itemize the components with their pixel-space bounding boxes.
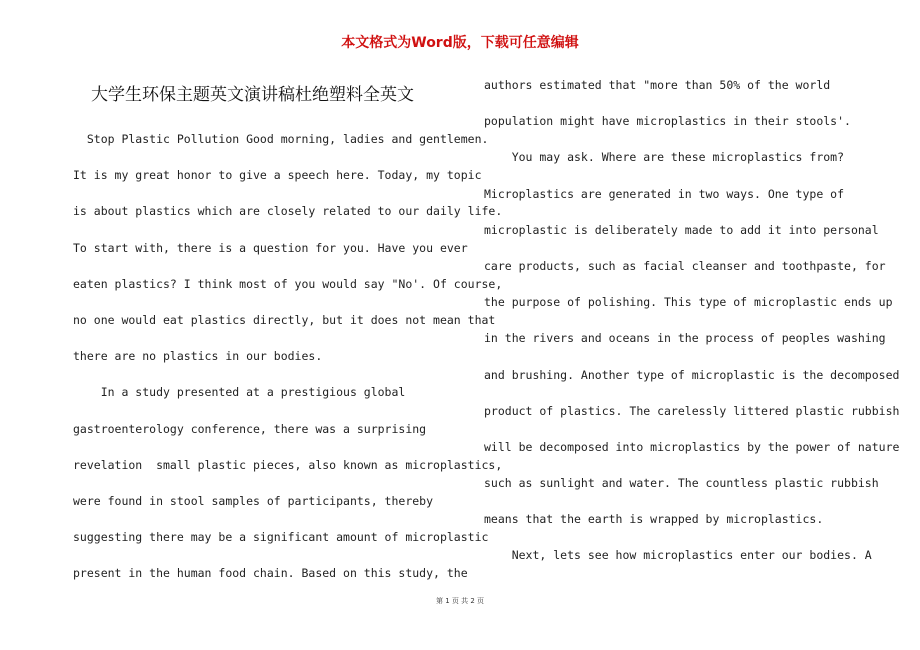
text-line: You may ask. Where are these microplastics from? — [484, 150, 845, 165]
text-line: in the rivers and oceans in the process of peoples washing — [484, 331, 886, 346]
text-line: suggesting there may be a significant amount of microplastic — [73, 530, 489, 545]
text-line: It is my great honor to give a speech here. Today, my topic — [73, 168, 482, 183]
text-line: Stop Plastic Pollution Good morning, ladies and gentlemen. — [73, 132, 489, 146]
word-format-banner: 本文格式为Word版，下载可任意编辑 — [341, 35, 579, 51]
text-line: To start with, there is a question for you. Have you ever — [73, 240, 468, 255]
text-line: the purpose of polishing. This type of microplastic ends up — [484, 295, 893, 310]
text-line: no one would eat plastics directly, but it does not mean that — [73, 312, 496, 327]
text-line: and brushing. Another type of microplastic is the decomposed — [484, 367, 900, 382]
text-line: there are no plastics in our bodies. — [73, 349, 323, 364]
left-text-column — [73, 121, 503, 591]
text-line: gastroenterology conference, there was a surprising — [73, 421, 427, 436]
document-title: 大学生环保主题英文演讲稿杜绝塑料全英文 — [91, 85, 414, 105]
text-line: Next, lets see how microplastics enter our bodies. A — [484, 548, 872, 563]
text-line: population might have microplastics in their stools'. — [484, 114, 851, 129]
text-line: were found in stool samples of participants, thereby — [73, 493, 434, 508]
text-line: authors estimated that "more than 50% of the world — [484, 78, 831, 92]
right-text-column — [484, 67, 900, 574]
text-line: product of plastics. The carelessly littered plastic rubbish — [484, 403, 900, 418]
text-line: means that the earth is wrapped by microplastics. — [484, 512, 824, 527]
page-number-footer: 第 1 页 共 2 页 — [435, 597, 485, 605]
text-line: will be decomposed into microplastics by the power of nature — [484, 439, 900, 454]
text-line: In a study presented at a prestigious global — [73, 385, 406, 400]
text-line: care products, such as facial cleanser and toothpaste, for — [484, 258, 886, 273]
text-line: Microplastics are generated in two ways. One type of — [484, 186, 845, 201]
text-line: such as sunlight and water. The countless plastic rubbish — [484, 476, 879, 491]
text-line: eaten plastics? I think most of you would say "No'. Of course, — [73, 276, 503, 291]
text-line: revelation small plastic pieces, also known as microplastics, — [73, 457, 503, 472]
text-line: microplastic is deliberately made to add it into personal — [484, 222, 879, 237]
text-line: is about plastics which are closely related to our daily life. — [73, 204, 503, 219]
text-line: present in the human food chain. Based on this study, the — [73, 566, 468, 581]
